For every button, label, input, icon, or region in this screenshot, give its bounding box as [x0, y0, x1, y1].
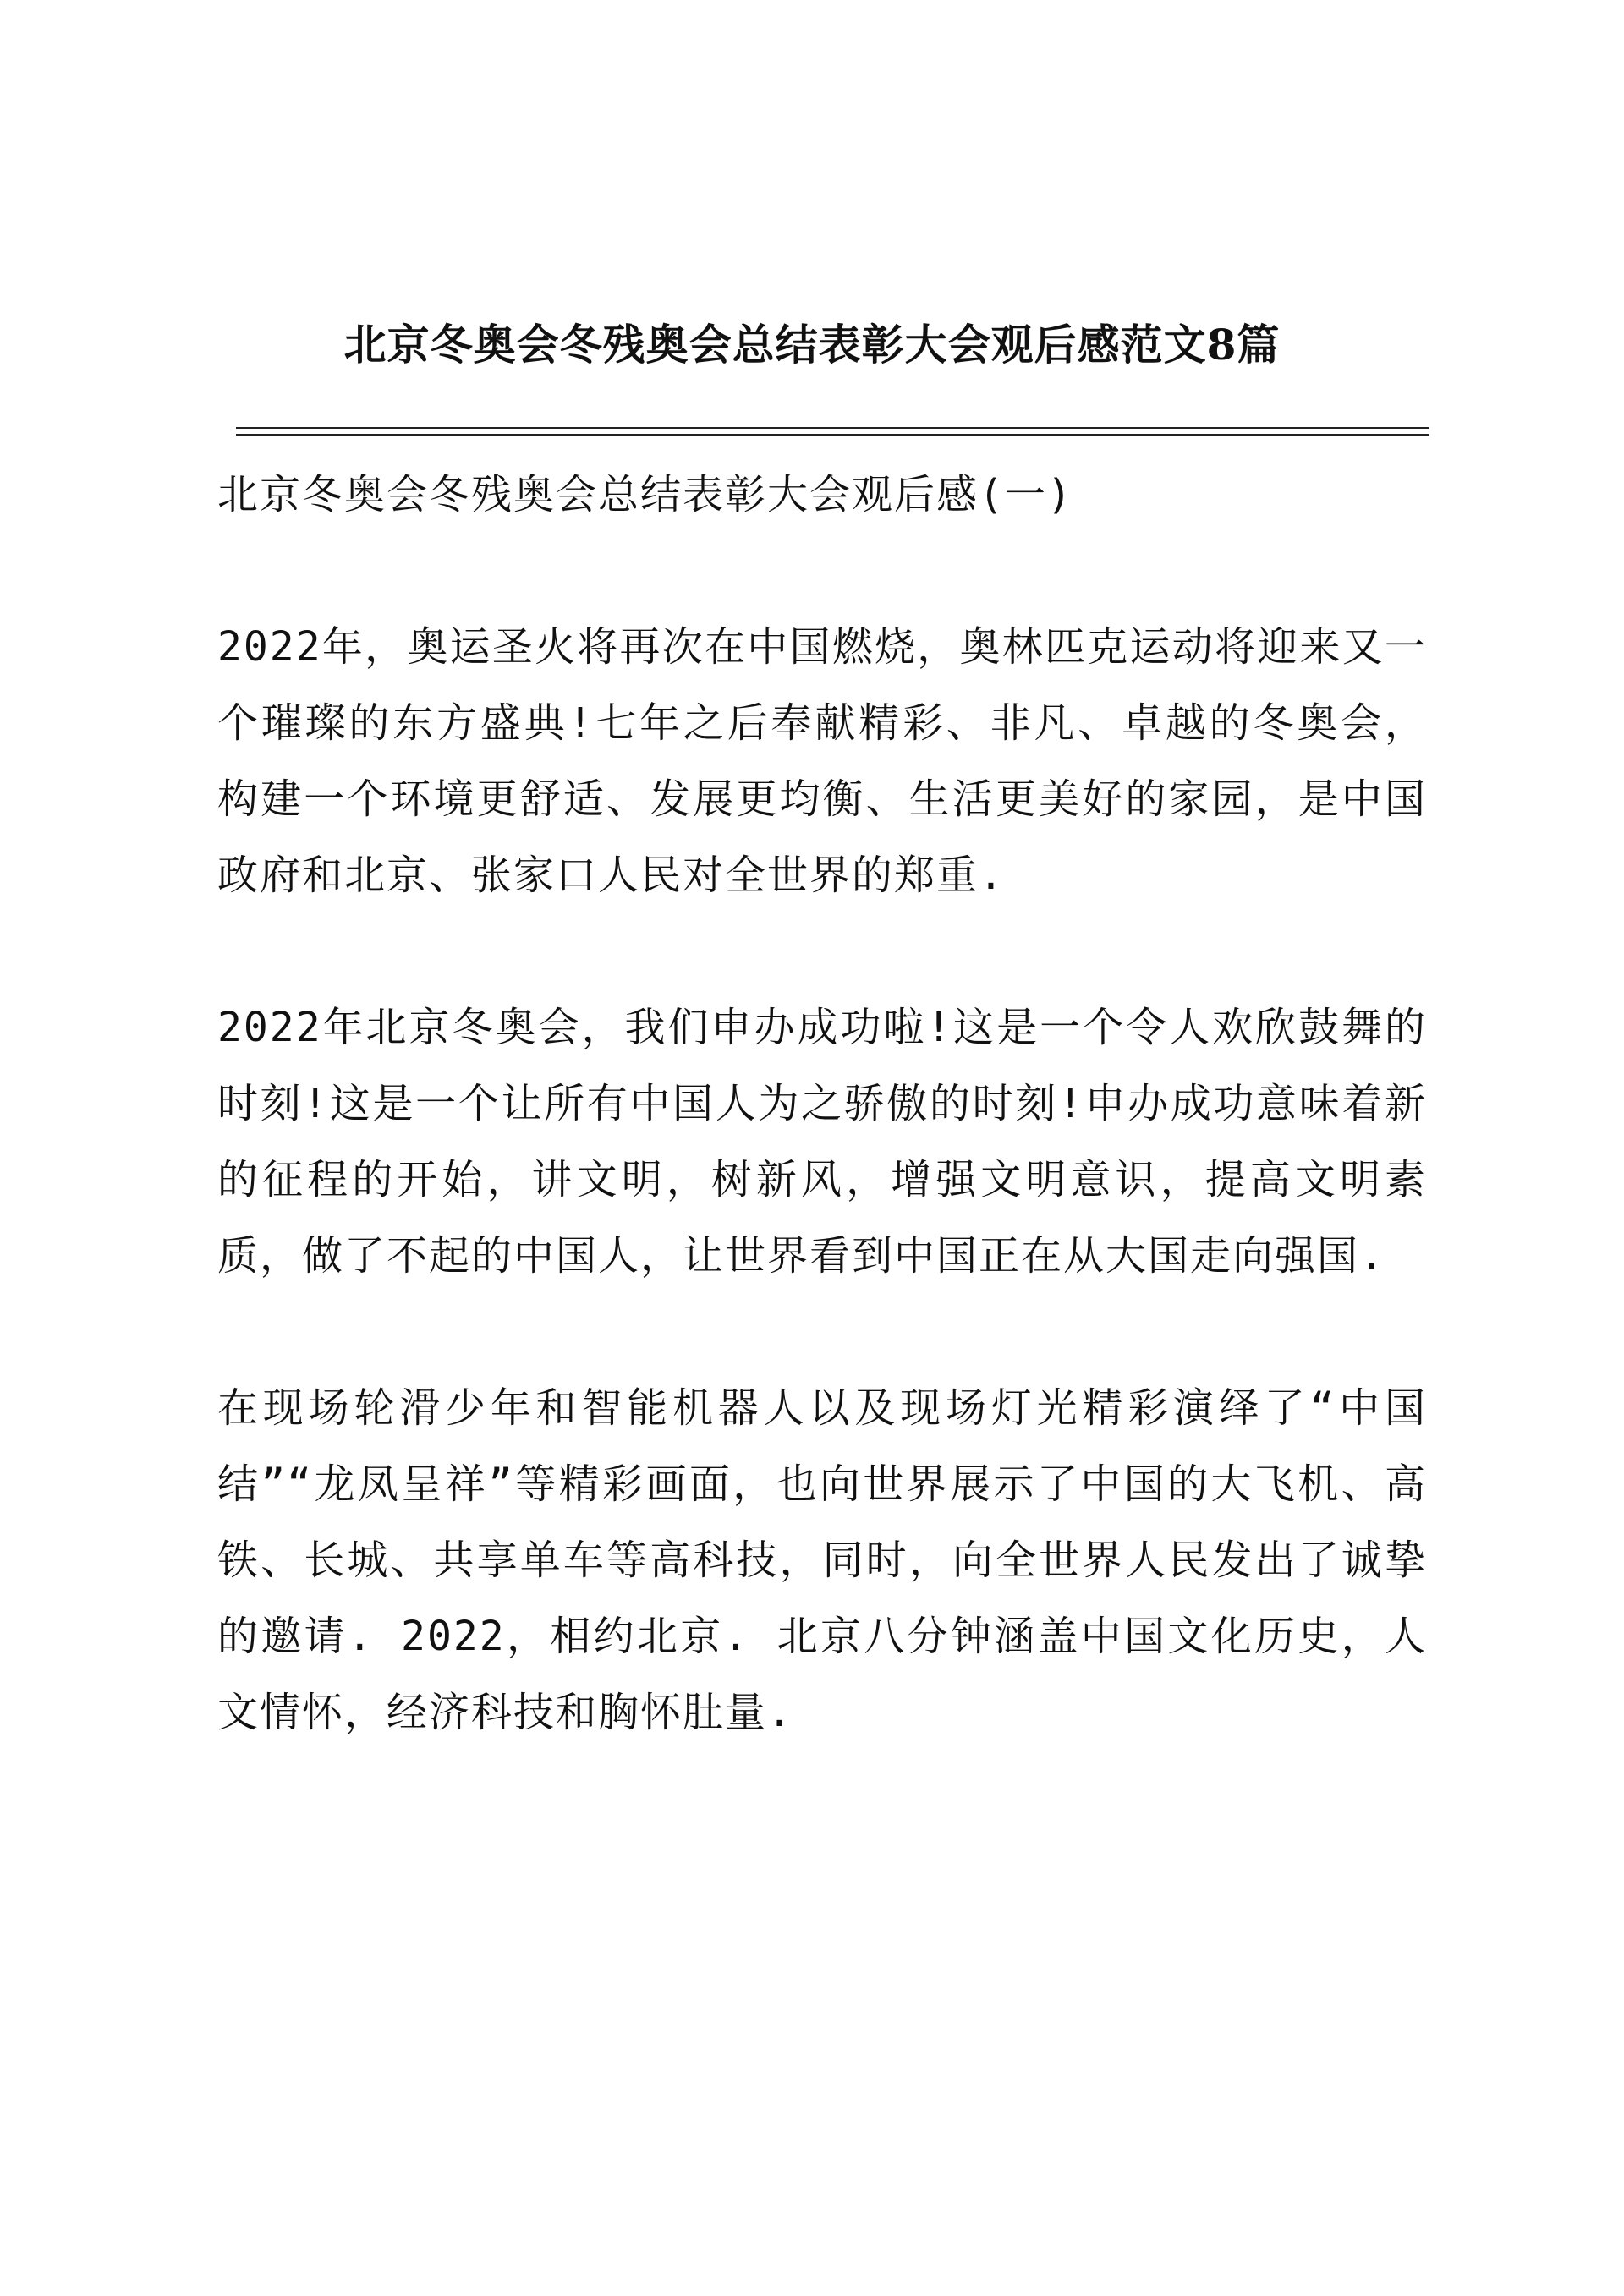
- paragraph-2: 2022年北京冬奥会，我们申办成功啦!这是一个令人欢欣鼓舞的时刻!这是一个让所有中国人为之骄傲的时刻!申办成功意味着新的征程的开始，讲文明，树新风，增强文明意识，提高文明素质，做了不起的中国人，让世界看到中国正在从大国走向强国.: [217, 1004, 1427, 1280]
- paragraph-spacer: [217, 1294, 1427, 1370]
- title-divider-bottom: [236, 434, 1429, 436]
- paragraph-spacer: [217, 913, 1427, 989]
- paragraph-3: 在现场轮滑少年和智能机器人以及现场灯光精彩演绎了“中国结”“龙凤呈祥”等精彩画面，也向世界展示了中国的大飞机、高铁、长城、共享单车等高科技，同时，向全世界人民发出了诚挚的邀请. 2022，相约北京. 北京八分钟涵盖中国文化历史，人文情怀，经济科技和胸怀肚量.: [217, 1384, 1427, 1736]
- section-heading: 北京冬奥会冬残奥会总结表彰大会观后感(一): [217, 471, 1073, 518]
- document-title: 北京冬奥会冬残奥会总结表彰大会观后感范文8篇: [343, 320, 1281, 370]
- paragraph-1: 2022年，奥运圣火将再次在中国燃烧，奥林匹克运动将迎来又一个璀璨的东方盛典!七年之后奉献精彩、非凡、卓越的冬奥会，构建一个环境更舒适、发展更均衡、生活更美好的家园，是中国政府和北京、张家口人民对全世界的郑重.: [217, 623, 1427, 899]
- title-divider-top: [236, 427, 1429, 429]
- document-body: [217, 457, 1427, 1751]
